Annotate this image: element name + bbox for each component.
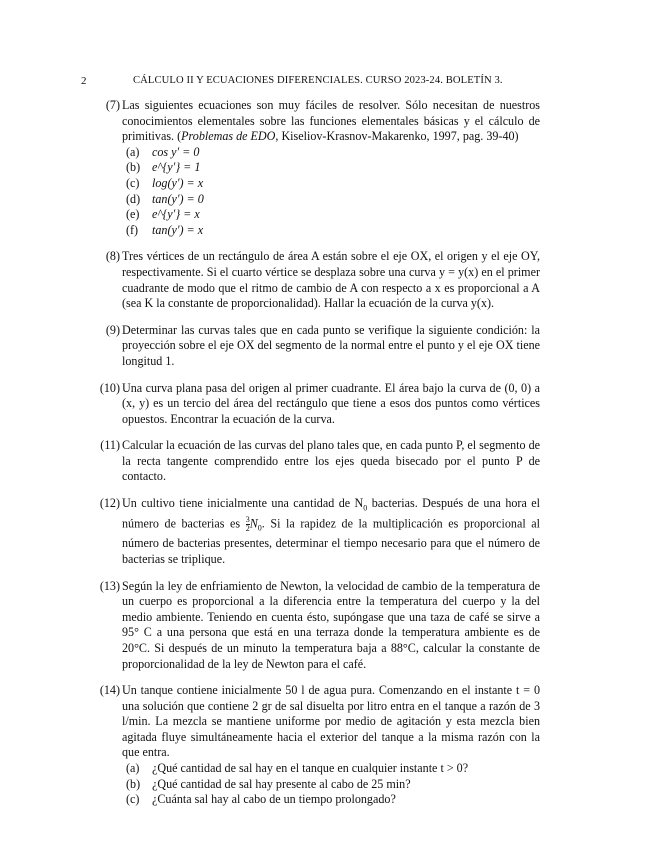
subitem: (d) tan(y′) = 0 — [126, 191, 204, 206]
subitem: (c) log(y′) = x — [126, 175, 204, 190]
problem-8 — [95, 249, 540, 311]
subitem: (f) tan(y′) = x — [126, 222, 204, 237]
subitem: (e) e^{y′} = x — [126, 207, 200, 222]
problem-label: (13) — [99, 578, 120, 593]
problem-11 — [95, 438, 540, 485]
problem-label: (11) — [100, 438, 120, 453]
subitem: (a) ¿Qué cantidad de sal hay en el tanque en cualquier instante t > 0? — [126, 761, 469, 776]
problem-text: Calcular la ecuación de las curvas del plano tales que, en cada punto P, el segmento de la recta tangente comprendido entre los ejes queda bisecado por el punto P de contacto. — [122, 438, 540, 484]
problem-label: (9) — [105, 322, 120, 337]
subitem: (a) cos y′ = 0 — [126, 144, 200, 159]
problem-text: Un cultivo tiene inicialmente una cantidad de N — [122, 496, 364, 511]
problem-text: Tres vértices de un rectángulo de área A están sobre el eje OX, el origen y el eje OY, respectivamente. Si el cuarto vértice se desplaza sobre una curva y = y(x) en el primer cuadrante de modo que el ritmo de cambio de A con respecto a x es proporcional a A (sea K la constante de proporcionalidad). Hallar la ecuación de la curva y(x). — [122, 249, 540, 311]
problem-7 — [95, 98, 540, 238]
problem-text: Un tanque contiene inicialmente 50 l de agua pura. Comenzando en el instante t = 0 una solución que contiene 2 gr de sal disuelta por litro entra en el tanque a razón de 3 l/min. La mezcla se mantiene uniforme por medio de agitación y esta mezcla bien agitada fluye simultáneamente hacia el exterior del tanque a la misma razón con la que entra. — [122, 683, 540, 760]
problem-label: (12) — [99, 496, 120, 511]
problem-text: Las siguientes ecuaciones son muy fáciles de resolver. Sólo necesitan de nuestros conocimientos elementales sobre las funciones elementales básicas y el cálculo de primitivas. ( — [122, 98, 540, 144]
problem-text: Una curva plana pasa del origen al primer cuadrante. El área bajo la curva de (0, 0) a (x, y) es un tercio del área del rectángulo que tiene a esos dos puntos como vértices opuestos. Encontrar la ecuación de la curva. — [122, 380, 540, 426]
reference-title: Problemas de EDO — [181, 129, 276, 144]
problem-14 — [95, 683, 540, 808]
problem-10 — [95, 381, 540, 428]
problem-13 — [95, 579, 540, 673]
problem-label: (14) — [99, 683, 120, 698]
subitem: (b) ¿Qué cantidad de sal hay presente al cabo de 25 min? — [126, 776, 411, 791]
fraction: $\frac{3}{2}$ — [245, 515, 250, 534]
subitem: (c) ¿Cuánta sal hay al cabo de un tiempo prolongado? — [126, 792, 396, 807]
running-header: CÁLCULO II Y ECUACIONES DIFERENCIALES. CURSO 2023-24. BOLETÍN 3. — [133, 75, 503, 86]
problem-text: Determinar las curvas tales que en cada punto se verifique la siguiente condición: la proyección sobre el eje OX del segmento de la normal entre el punto y el eje OX tiene longitud 1. — [122, 322, 540, 368]
problem-list — [95, 98, 540, 819]
problem-label: (7) — [105, 98, 120, 112]
subitem: (b) e^{y′} = 1 — [126, 160, 201, 175]
problem-9 — [95, 323, 540, 370]
problem-12: (12) Un cultivo tiene inicialmente una cantidad de $N_0$ bacterias. Después de una hora el número de bacterias es $\frac{3}{2}$ $N_0$. Si la rapidez de la multiplicación es proporcional al número de bacterias presentes, determinar el tiempo necesario para que el número de bacterias se triplique. — [95, 496, 540, 567]
problem-label: (10) — [99, 380, 120, 395]
problem-text: Según la ley de enfriamiento de Newton, la velocidad de cambio de la temperatura de un cuerpo es proporcional a la diferencia entre la temperatura del cuerpo y la del medio ambiente. Teniendo en cuenta ésto, supóngase que una taza de café se sirve a 95° C a una persona que está en una terraza donde la temperatura ambiente es de 20°C. Si después de un minuto la temperatura baja a 88°C, calcular la constante de proporcionalidad de la ley de Newton para el café. — [122, 578, 540, 671]
problem-label: (8) — [105, 249, 120, 264]
reference-rest: , Kiseliov-Krasnov-Makarenko, 1997, pag. 39-40) — [275, 129, 519, 144]
subscript-zero: 0 — [363, 503, 368, 513]
page-number: 2 — [81, 75, 87, 87]
